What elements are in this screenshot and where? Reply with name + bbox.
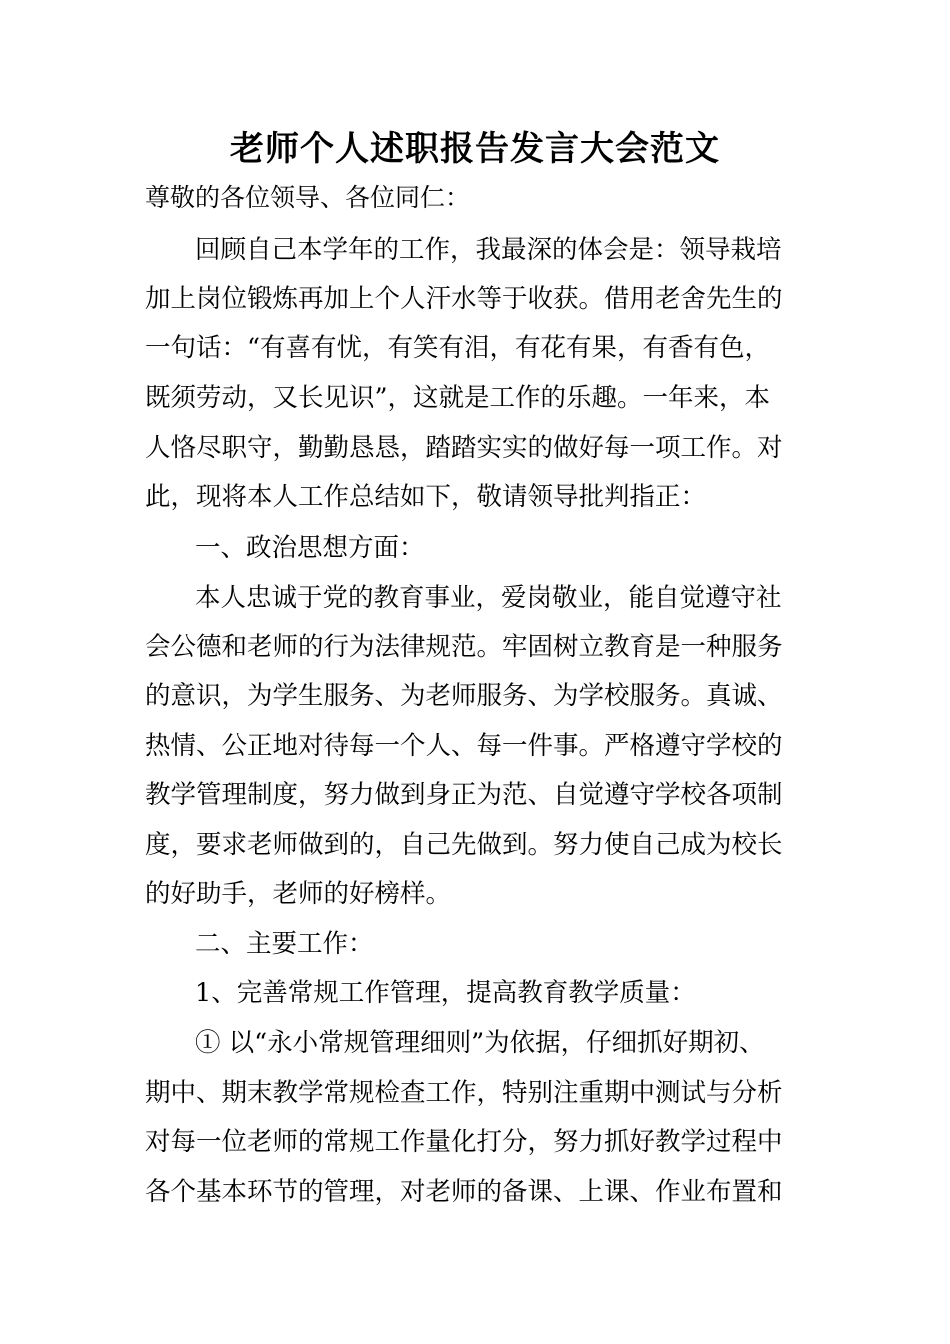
paragraph-line: 本人忠诚于党的教育事业，爱岗敬业，能自觉遵守社 <box>195 583 782 613</box>
paragraph-line: 期中、期末教学常规检查工作，特别注重期中测试与分析 <box>145 1078 783 1108</box>
paragraph-line: 的好助手，老师的好榜样。 <box>145 879 452 909</box>
section-heading: 一、政治思想方面： <box>195 533 425 563</box>
paragraph-line: 人恪尽职守，勤勤恳恳，踏踏实实的做好每一项工作。对 <box>145 433 783 463</box>
paragraph-line: 回顾自己本学年的工作，我最深的体会是：领导栽培 <box>195 235 782 265</box>
paragraph-line: 此，现将本人工作总结如下，敬请领导批判指正： <box>145 482 707 512</box>
paragraph-line: 会公德和老师的行为法律规范。牢固树立教育是一种服务 <box>145 632 783 662</box>
paragraph-line: 的意识，为学生服务、为老师服务、为学校服务。真诚、 <box>145 681 783 711</box>
paragraph-line: 既须劳动，又长见识”，这就是工作的乐趣。一年来，本 <box>145 383 771 413</box>
paragraph-line: 热情、公正地对待每一个人、每一件事。严格遵守学校的 <box>145 731 783 761</box>
paragraph-line: 各个基本环节的管理，对老师的备课、上课、作业布置和 <box>145 1177 783 1207</box>
subsection-heading: 1、完善常规工作管理，提高教育教学质量： <box>195 978 696 1008</box>
salutation: 尊敬的各位领导、各位同仁： <box>145 183 471 212</box>
paragraph-line: 加上岗位锻炼再加上个人汗水等于收获。借用老舍先生的 <box>145 284 783 314</box>
section-heading: 二、主要工作： <box>195 929 374 959</box>
paragraph-line: ① 以“永小常规管理细则”为依据，仔细抓好期初、 <box>195 1028 765 1058</box>
paragraph-line: 教学管理制度，努力做到身正为范、自觉遵守学校各项制 <box>145 780 783 810</box>
paragraph-line: 一句话：“有喜有忧，有笑有泪，有花有果，有香有色， <box>145 333 771 363</box>
document-title: 老师个人述职报告发言大会范文 <box>230 129 720 169</box>
paragraph-line: 对每一位老师的常规工作量化打分，努力抓好教学过程中 <box>145 1127 783 1157</box>
paragraph-line: 度，要求老师做到的，自己先做到。努力使自己成为校长 <box>145 830 783 860</box>
